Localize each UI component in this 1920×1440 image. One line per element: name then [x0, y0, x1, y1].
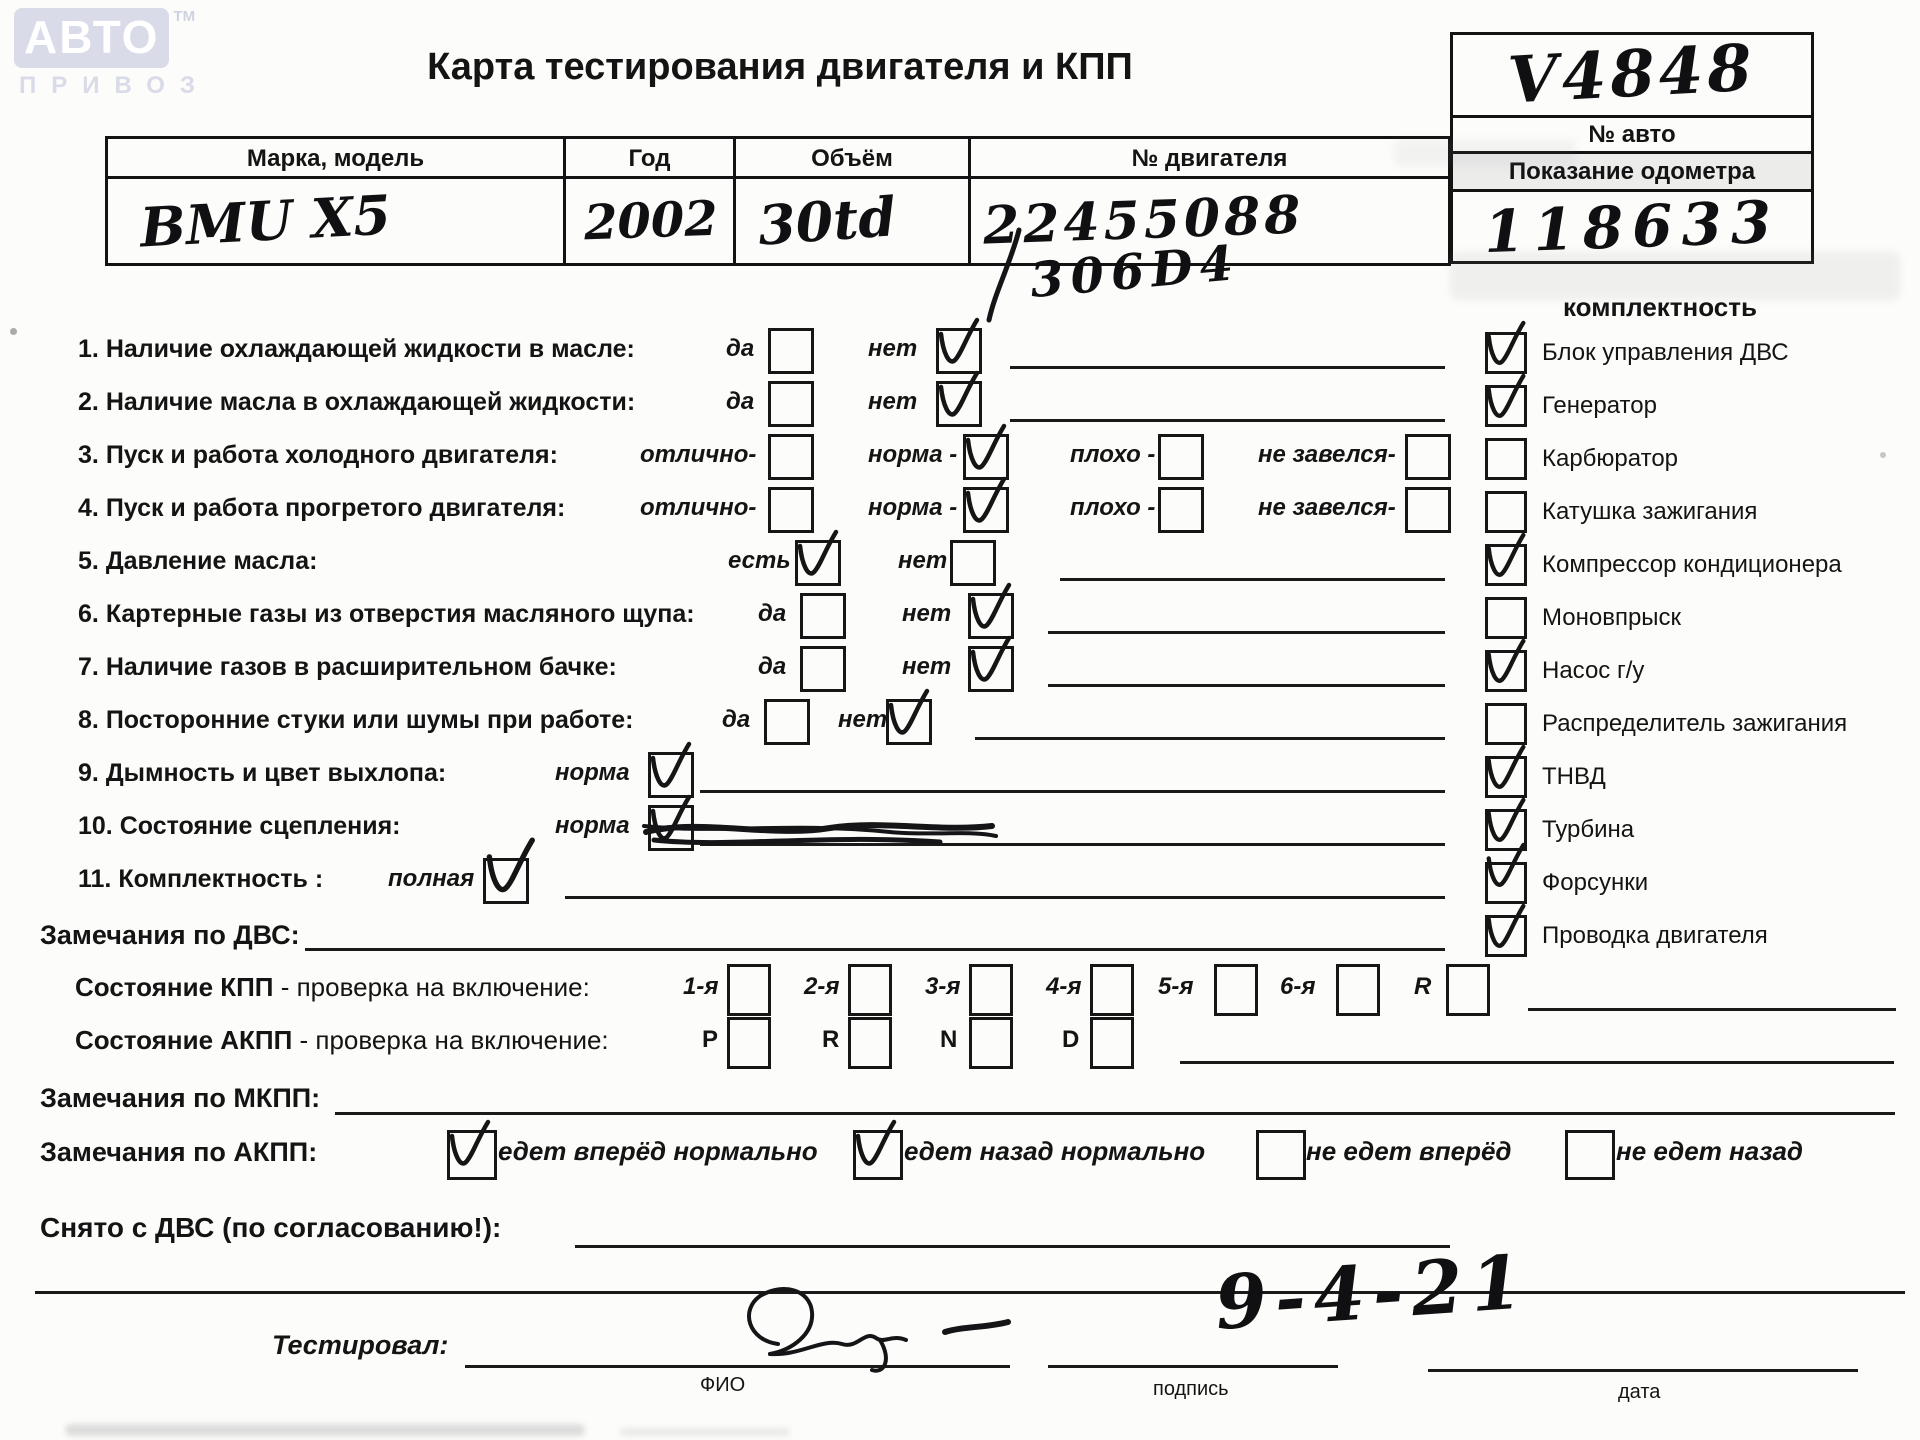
gear-checkbox[interactable]	[848, 964, 892, 1016]
signature	[730, 1280, 1070, 1380]
blank-line[interactable]	[565, 896, 1445, 899]
logo-text: АВТО	[14, 8, 169, 68]
akpp-option-checkbox[interactable]	[853, 1130, 903, 1180]
checkmark-icon	[966, 581, 1018, 639]
auto-number-value: V4848	[1506, 30, 1758, 119]
test-label: 11. Комплектность :	[78, 865, 324, 893]
test-row-8	[0, 697, 1920, 743]
pen-scribble	[640, 806, 1000, 854]
col-header-volume: Объём	[733, 139, 968, 179]
gear-label: R	[1414, 973, 1432, 1000]
gear-label: 1-я	[683, 973, 719, 1000]
gear-label: 2-я	[804, 973, 840, 1000]
option-checkbox[interactable]	[483, 858, 529, 904]
option-checkbox[interactable]	[1158, 434, 1204, 480]
equipment-label: Карбюратор	[1542, 445, 1679, 472]
akpp-option-label: едет назад нормально	[904, 1136, 1206, 1166]
gear-checkbox[interactable]	[727, 1017, 771, 1069]
option-checkbox[interactable]	[768, 328, 814, 374]
odometer-cell[interactable]	[1453, 187, 1811, 266]
gear-label: R	[822, 1026, 840, 1053]
gear-label: N	[940, 1026, 958, 1053]
option-checkbox[interactable]	[1405, 487, 1451, 533]
blank-line[interactable]	[1528, 1008, 1896, 1011]
akpp-check-row	[0, 1017, 1920, 1069]
blank-line[interactable]	[575, 1245, 1450, 1248]
option-checkbox[interactable]	[648, 752, 694, 798]
test-row-5	[0, 538, 1920, 584]
akpp-option-label: не едет назад	[1616, 1136, 1804, 1166]
option-label: нет	[868, 388, 918, 415]
test-label: 3. Пуск и работа холодного двигателя:	[78, 441, 558, 469]
blank-line[interactable]	[335, 1112, 1895, 1115]
equipment-heading: комплектность	[1563, 292, 1757, 322]
test-label: 9. Дымность и цвет выхлопа:	[78, 759, 447, 787]
blank-line[interactable]	[1048, 631, 1445, 634]
test-label: 7. Наличие газов в расширительном бачке:	[78, 653, 617, 681]
test-label: 8. Посторонние стуки или шумы при работе:	[78, 706, 634, 734]
equipment-label: Турбина	[1542, 816, 1635, 843]
option-checkbox[interactable]	[800, 646, 846, 692]
dvs-remarks-label: Замечания по ДВС:	[40, 920, 300, 950]
col-header-engine-number: № двигателя	[968, 139, 1448, 179]
option-label: да	[726, 388, 755, 415]
option-label: нет	[868, 335, 918, 362]
checkmark-icon	[961, 475, 1013, 533]
scan-smudge	[620, 1428, 790, 1436]
signature-label: подпись	[1153, 1378, 1229, 1400]
equipment-label: Моновпрыск	[1542, 604, 1682, 631]
equipment-label: Форсунки	[1542, 869, 1649, 896]
option-checkbox[interactable]	[936, 328, 982, 374]
page-title: Карта тестирования двигателя и КПП	[427, 46, 1133, 88]
option-label: нет	[902, 600, 952, 627]
option-checkbox[interactable]	[950, 540, 996, 586]
akpp-remarks-label: Замечания по АКПП:	[40, 1137, 318, 1167]
test-label: 4. Пуск и работа прогретого двигателя:	[78, 494, 566, 522]
fio-label: ФИО	[700, 1374, 746, 1396]
test-label: 5. Давление масла:	[78, 547, 318, 575]
blank-line[interactable]	[1010, 366, 1445, 369]
option-checkbox[interactable]	[886, 699, 932, 745]
gear-checkbox[interactable]	[848, 1017, 892, 1069]
test-row-9	[0, 750, 1920, 796]
option-label: полная	[388, 865, 475, 892]
checkmark-icon	[851, 1118, 903, 1176]
year-value: 2002	[583, 190, 719, 252]
checkmark-icon	[793, 528, 845, 586]
gear-checkbox[interactable]	[969, 964, 1013, 1016]
scan-smudge	[65, 1424, 585, 1436]
checkmark-icon	[934, 369, 986, 427]
equipment-label: Распределитель зажигания	[1542, 710, 1848, 737]
blank-line[interactable]	[1010, 419, 1445, 422]
equipment-label: Компрессор кондиционера	[1542, 551, 1842, 578]
odometer-label: Показание одометра	[1453, 151, 1811, 189]
equipment-item	[1485, 913, 1768, 959]
option-label: да	[758, 653, 787, 680]
pen-stroke	[985, 226, 1027, 326]
equipment-label: Проводка двигателя	[1542, 922, 1768, 949]
gear-checkbox[interactable]	[1090, 1017, 1134, 1069]
auto-number-label: № авто	[1453, 115, 1811, 151]
gear-checkbox[interactable]	[1214, 964, 1258, 1016]
option-label: не завелся-	[1258, 441, 1396, 468]
test-row-6	[0, 591, 1920, 637]
option-checkbox[interactable]	[968, 646, 1014, 692]
equipment-label: Блок управления ДВС	[1542, 339, 1789, 366]
akpp-option-checkbox[interactable]	[447, 1130, 497, 1180]
option-label: нет	[838, 706, 888, 733]
vehicle-table	[105, 136, 1451, 266]
gear-checkbox[interactable]	[1336, 964, 1380, 1016]
date-line[interactable]	[1428, 1369, 1858, 1372]
equipment-label: Катушка зажигания	[1542, 498, 1758, 525]
brand-value-cell[interactable]	[108, 179, 563, 263]
checkmark-icon	[961, 422, 1013, 480]
gear-label: P	[702, 1026, 719, 1053]
test-row-11	[0, 856, 1920, 902]
option-label: нет	[898, 547, 948, 574]
option-label: норма -	[868, 494, 958, 521]
checkmark-icon	[445, 1118, 497, 1176]
option-checkbox[interactable]	[768, 487, 814, 533]
option-label: нет	[902, 653, 952, 680]
option-label: отлично-	[640, 494, 757, 521]
checkmark-icon	[934, 316, 986, 374]
option-checkbox[interactable]	[968, 593, 1014, 639]
odometer-value: 118633	[1482, 187, 1782, 266]
option-label: не завелся-	[1258, 494, 1396, 521]
test-label: 6. Картерные газы из отверстия масляного щупа:	[78, 600, 695, 628]
option-checkbox[interactable]	[795, 540, 841, 586]
option-checkbox[interactable]	[768, 381, 814, 427]
option-checkbox[interactable]	[764, 699, 810, 745]
test-row-1	[0, 326, 1920, 372]
signature-line[interactable]	[1048, 1365, 1338, 1368]
test-label: 10. Состояние сцепления:	[78, 812, 401, 840]
option-checkbox[interactable]	[768, 434, 814, 480]
test-row-3	[0, 432, 1920, 478]
gear-label: D	[1062, 1026, 1080, 1053]
date-label: дата	[1618, 1381, 1661, 1403]
checkmark-icon	[1482, 902, 1532, 958]
brand-value: BMU X5	[138, 182, 393, 260]
akpp-option-label: едет вперёд нормально	[498, 1136, 818, 1166]
mkpp-remarks-label: Замечания по МКПП:	[40, 1083, 321, 1113]
blank-line[interactable]	[1060, 578, 1445, 581]
date-value: 9-4-21	[1212, 1239, 1534, 1347]
test-row-7	[0, 644, 1920, 690]
option-label: да	[726, 335, 755, 362]
akpp-option-checkbox[interactable]	[1565, 1130, 1615, 1180]
test-row-4	[0, 485, 1920, 531]
option-checkbox[interactable]	[936, 381, 982, 427]
test-label: 1. Наличие охлаждающей жидкости в масле:	[78, 335, 635, 363]
engine-number-value: 22455088	[982, 184, 1306, 257]
gear-checkbox[interactable]	[1090, 964, 1134, 1016]
engine-code-note: 306D4	[1027, 234, 1243, 310]
auto-number-box	[1450, 32, 1814, 264]
checkmark-icon	[884, 687, 936, 745]
gear-label: 3-я	[925, 973, 961, 1000]
option-checkbox[interactable]	[1405, 434, 1451, 480]
test-row-2	[0, 379, 1920, 425]
equipment-checkbox[interactable]	[1485, 915, 1527, 957]
blank-line[interactable]	[305, 948, 1445, 951]
option-label: плохо -	[1070, 441, 1156, 468]
gear-label: 4-я	[1046, 973, 1082, 1000]
option-label: плохо -	[1070, 494, 1156, 521]
blank-line[interactable]	[1048, 684, 1445, 687]
checkmark-icon	[646, 740, 698, 798]
test-label: 2. Наличие масла в охлаждающей жидкости:	[78, 388, 636, 416]
option-label: норма	[555, 812, 630, 839]
kpp-check-row	[0, 964, 1920, 1016]
option-checkbox[interactable]	[963, 434, 1009, 480]
option-label: норма	[555, 759, 630, 786]
gear-label: 6-я	[1280, 973, 1316, 1000]
tested-by-label: Тестировал:	[272, 1330, 449, 1360]
akpp-option-checkbox[interactable]	[1256, 1130, 1306, 1180]
equipment-label: Насос г/у	[1542, 657, 1645, 684]
gear-label: 5-я	[1158, 973, 1194, 1000]
year-value-cell[interactable]	[563, 179, 733, 263]
col-header-year: Год	[563, 139, 733, 179]
option-checkbox[interactable]	[800, 593, 846, 639]
volume-value: 30td	[755, 184, 898, 258]
equipment-label: Генератор	[1542, 392, 1657, 419]
option-label: да	[758, 600, 787, 627]
gear-checkbox[interactable]	[727, 964, 771, 1016]
volume-value-cell[interactable]	[733, 179, 968, 263]
akpp-remarks-row	[0, 1126, 1920, 1178]
option-label: да	[722, 706, 751, 733]
akpp-option-label: не едет вперёд	[1306, 1136, 1512, 1166]
blank-line[interactable]	[1180, 1061, 1894, 1064]
logo-subtext: ПРИВОЗ	[19, 72, 210, 99]
checkmark-icon	[966, 634, 1018, 692]
option-checkbox[interactable]	[1158, 487, 1204, 533]
akpp-check-label: Состояние АКПП - проверка на включение:	[75, 1025, 609, 1055]
option-label: есть	[728, 547, 791, 574]
blank-line[interactable]	[700, 790, 1445, 793]
option-checkbox[interactable]	[963, 487, 1009, 533]
option-label: норма -	[868, 441, 958, 468]
equipment-label: ТНВД	[1542, 763, 1606, 790]
gear-checkbox[interactable]	[969, 1017, 1013, 1069]
brand-logo	[14, 8, 210, 100]
removed-from-engine-label: Снято с ДВС (по согласованию!):	[40, 1212, 502, 1243]
option-label: отлично-	[640, 441, 757, 468]
kpp-check-label: Состояние КПП - проверка на включение:	[75, 972, 590, 1002]
trademark-mark: TM	[173, 8, 196, 25]
auto-number-cell[interactable]	[1453, 30, 1811, 119]
blank-line[interactable]	[975, 737, 1445, 740]
gear-checkbox[interactable]	[1446, 964, 1490, 1016]
col-header-brand: Марка, модель	[108, 139, 563, 179]
